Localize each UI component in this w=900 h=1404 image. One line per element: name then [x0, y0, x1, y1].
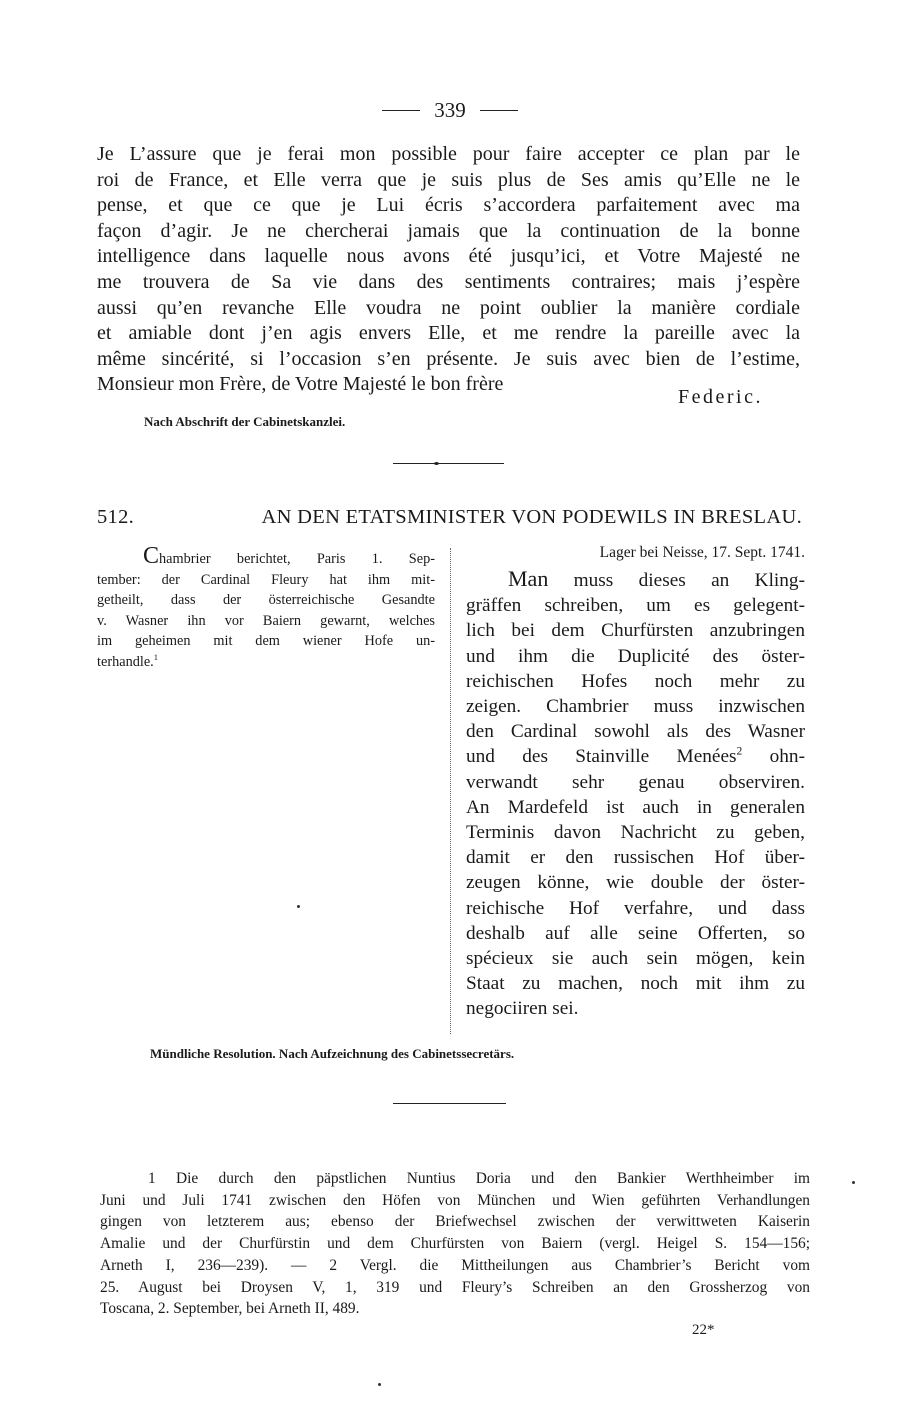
resolution-line: zeugen könne, wie double der öster- — [466, 872, 805, 894]
resolution-line: und ihm die Duplicité des öster- — [466, 645, 805, 667]
scan-speck — [852, 1181, 855, 1184]
document-title: AN DEN ETATSMINISTER VON PODEWILS IN BRESLAU. — [261, 506, 802, 528]
resolution-line: negociiren sei. — [466, 998, 579, 1020]
signature-mark: 22* — [692, 1322, 715, 1338]
header-rule-left — [382, 110, 420, 111]
scan-speck — [378, 1383, 381, 1386]
letter-line: même sincérité, si l’occasion s’en présente. Je suis avec bien de l’estime, — [97, 347, 800, 370]
resolution-line: zeigen. Chambrier muss inzwischen — [466, 696, 805, 718]
summary-line: v. Wasner ihn vor Baiern gewarnt, welches — [97, 612, 435, 629]
resolution-line: deshalb auf alle seine Offerten, so — [466, 922, 805, 944]
dateline: Lager bei Neisse, 17. Sept. 1741. — [599, 544, 805, 561]
letter-line: me trouvera de Sa vie dans des sentiments contraires; mais j’espère — [97, 270, 800, 293]
footnote-ref: 1 — [153, 651, 159, 662]
footnote-line: 1 Die durch den päpstlichen Nuntius Doria und den Bankier Werthheimber im — [148, 1170, 810, 1187]
resolution-line: spécieux sie auch sein mögen, kein — [466, 948, 805, 970]
resolution-line: An Mardefeld ist auch in generalen — [466, 796, 805, 818]
page-header — [0, 98, 900, 123]
letter-line: aussi qu’en revanche Elle voudra ne point oublier la manière cordiale — [97, 296, 800, 319]
summary-initial: C — [143, 543, 160, 569]
resolution-line: den Cardinal sowohl als des Wasner — [466, 721, 805, 743]
resolution-line: Terminis davon Nachricht zu geben, — [466, 822, 805, 844]
summary-line: terhandle.$^1$ — [97, 651, 159, 670]
footnote-line: Juni und Juli 1741 zwischen den Höfen von München und Wien geführten Verhandlungen — [100, 1191, 810, 1209]
footnote-line: 25. August bei Droysen V, 1, 319 und Fleury’s Schreiben an den Grossherzog von — [100, 1278, 810, 1296]
resolution-line: reichischen Hofes noch mehr zu — [466, 670, 805, 692]
letter-line: Monsieur mon Frère, de Votre Majesté le bon frère — [97, 373, 504, 396]
footnote-divider — [393, 1103, 506, 1104]
footnote-line: Arneth I, 236—239). — 2 Vergl. die Mittheilungen aus Chambrier’s Bericht vom — [100, 1256, 810, 1274]
letter-line: façon d’agir. Je ne chercherai jamais que la continuation de la bonne — [97, 219, 800, 242]
column-separator — [450, 548, 451, 1034]
resolution-line: lich bei dem Churfürsten anzubringen — [466, 620, 805, 642]
letter-line: intelligence dans laquelle nous avons été jusqu’ici, et Votre Majesté ne — [97, 245, 800, 268]
footnote-line: Toscana, 2. September, bei Arneth II, 489. — [100, 1300, 360, 1318]
page-number: 339 — [434, 98, 466, 122]
letter-line: Je L’assure que je ferai mon possible pour faire accepter ce plan par le — [97, 143, 800, 165]
resolution-line: verwandt sehr genau observiren. — [466, 771, 805, 793]
summary-line: im geheimen mit dem wiener Hofe un- — [97, 633, 435, 649]
resolution-line: reichische Hof verfahre, und dass — [466, 897, 805, 919]
footnotes — [100, 1168, 810, 1320]
letter-line: pense, et que ce que je Lui écris s’accordera parfaitement avec ma — [97, 194, 800, 217]
letter-source-note: Nach Abschrift der Cabinetskanzlei. — [144, 414, 346, 429]
footnote-line: Amalie und der Churfürstin und dem Churfürsten von Baiern (vergl. Heigel S. 154—156; — [100, 1235, 810, 1253]
resolution-line: Man muss dieses an Kling- — [508, 566, 805, 591]
scan-speck — [297, 905, 300, 908]
resolution-line: gräffen schreiben, um es gelegent- — [466, 595, 805, 617]
resolution-line: damit er den russischen Hof über- — [466, 847, 805, 869]
resolution-source-note: Mündliche Resolution. Nach Aufzeichnung des Cabinetssecretärs. — [150, 1046, 515, 1061]
header-rule-right — [480, 110, 518, 111]
letter-line: et amiable dont j’en agis envers Elle, et me rendre la pareille avec la — [97, 322, 800, 345]
summary-column — [97, 543, 435, 672]
resolution-line: und des Stainville Menées$^2$ ohn- — [466, 745, 805, 768]
letter-signature: Federic. — [678, 386, 763, 408]
document-number: 512. — [97, 506, 135, 528]
summary-line: getheilt, dass der österreichische Gesandte — [97, 592, 435, 608]
section-divider — [393, 463, 504, 464]
resolution-line: Staat zu machen, noch mit ihm zu — [466, 973, 805, 995]
resolution-column — [466, 542, 805, 1022]
footnote-ref: 2 — [736, 745, 743, 758]
document-heading — [97, 506, 802, 529]
letter-line: roi de France, et Elle verra que je suis plus de Ses amis qu’Elle ne le — [97, 168, 800, 191]
letter-body — [97, 142, 800, 398]
divider-ornament — [434, 462, 439, 465]
footnote-line: gingen von letzterem aus; ebenso der Briefwechsel zwischen der verwittweten Kaiserin — [100, 1213, 810, 1231]
summary-line: tember: der Cardinal Fleury hat ihm mit- — [97, 571, 435, 588]
summary-line: Chambrier berichtet, Paris 1. Sep- — [143, 543, 435, 569]
